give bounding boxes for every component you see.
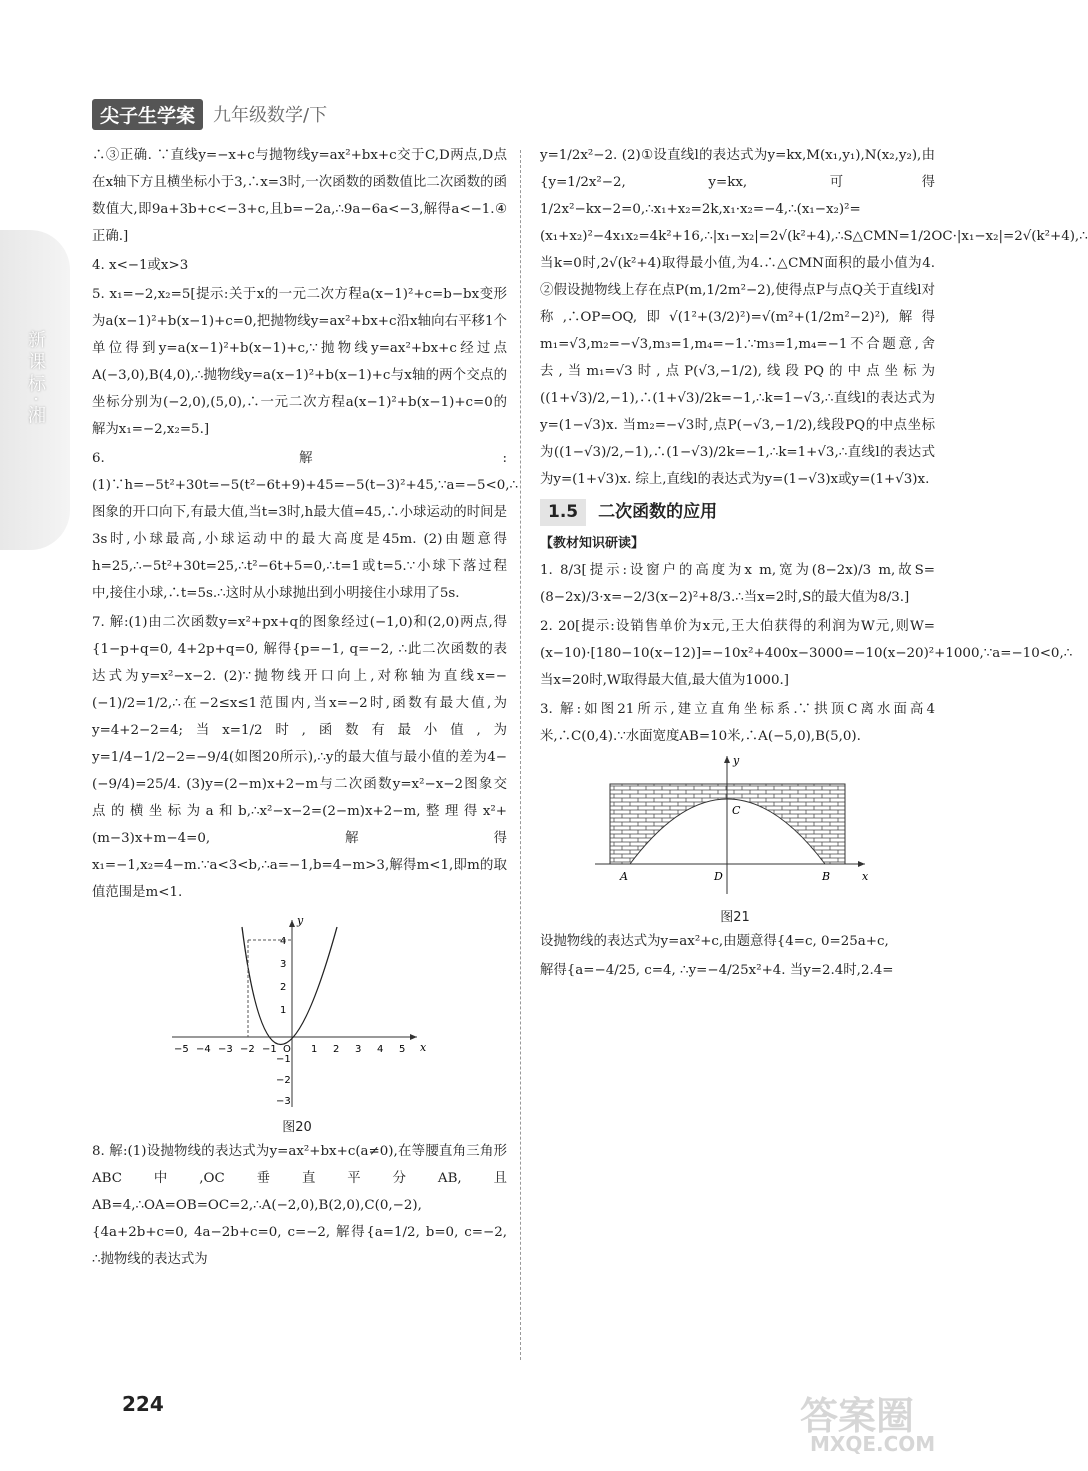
watermark-url: MXQE.COM bbox=[810, 1432, 936, 1456]
x-tick: −3 bbox=[218, 1044, 233, 1055]
y-tick: 2 bbox=[280, 982, 287, 993]
bridge-diagram bbox=[590, 754, 880, 904]
x-tick: O bbox=[283, 1044, 291, 1055]
figure-21 bbox=[590, 754, 880, 924]
figure-21-caption: 图21 bbox=[720, 910, 750, 925]
y-tick: 1 bbox=[280, 1005, 287, 1016]
answer-paragraph: 解得{a=−4/25, c=4, ∴y=−4/25x²+4. 当y=2.4时,2.4= bbox=[540, 963, 894, 978]
x-tick: 4 bbox=[377, 1044, 384, 1055]
y-axis-arrow bbox=[724, 756, 730, 763]
answer-paragraph: 6. 解:(1)∵h=−5t²+30t=−5(t²−6t+9)+45=−5(t−3)²+45,∵a=−5<0,∴图象的开口向下,有最大值,当t=3时,h最大值=45,∴小球运动的时间是3s时,小球最高,小球运动中的最大高度是45m. (2)由题意得h=25,∴−5t²+30t=25,∴t²−6t+5=0,∴t=1或t=5.∵小球下落过程中,接住小球,∴t=5s.∴这时从小球抛出到小明接住小球用了5s. bbox=[92, 451, 518, 601]
label-y: y bbox=[733, 754, 740, 767]
answer-paragraph: y=1/2x²−2. (2)①设直线l的表达式为y=kx,M(x₁,y₁),N(x₂,y₂),由{y=1/2x²−2, y=kx, 可得1/2x²−kx−2=0,∴x₁+x₂=2k,x₁·x₂=−4,∴(x₁−x₂)²=(x₁+x₂)²−4x₁x₂=4k²+16,∴|x₁−x₂|=2√(k²+4),∴S△CMN=1/2OC·|x₁−x₂|=2√(k²+4),∴当k=0时,2√(k²+4)取得最小值,为4.∴△CMN面积的最小值为4. ②假设抛物线上存在点P(m,1/2m²−2),使得点P与点Q关于直线l对称,∴OP=OQ,即√(1²+(3/2)²)=√(m²+(1/2m²−2)²),解得m₁=√3,m₂=−√3,m₃=1,m₄=−1.∵m₃=1,m₄=−1不合题意,舍去,当m₁=√3时,点P(√3,−1/2),线段PQ的中点坐标为((1+√3)/2,−1),∴(1+√3)/2k=−1,∴k=1−√3,∴直线l的表达式为y=(1−√3)x. 当m₂=−√3时,点P(−√3,−1/2),线段PQ的中点坐标为((1−√3)/2,−1),∴(1−√3)/2k=−1,∴k=1+√3,∴直线l的表达式为y=(1+√3)x. 综上,直线l的表达式为y=(1−√3)x或y=(1+√3)x. bbox=[540, 148, 1088, 487]
section-number: 1.5 bbox=[540, 499, 586, 526]
figure-20-caption: 图20 bbox=[282, 1120, 312, 1135]
watermark-logo: 答案圈 bbox=[800, 1394, 915, 1438]
y-tick: −1 bbox=[276, 1054, 291, 1065]
y-axis-arrow bbox=[289, 920, 295, 927]
answer-paragraph: ∴③正确. ∵直线y=−x+c与抛物线y=ax²+bx+c交于C,D两点,D点在x轴下方且横坐标小于3,∴x=3时,一次函数的函数值比二次函数的函数值大,即9a+3b+c<−3+c,且b=−2a,∴9a−6a<−3,解得a<−1.④正确.] bbox=[92, 148, 507, 244]
x-axis-arrow bbox=[410, 1034, 417, 1040]
answer-paragraph: 5. x₁=−2,x₂=5[提示:关于x的一元二次方程a(x−1)²+c=b−bx变形为a(x−1)²+b(x−1)+c=0,把抛物线y=ax²+bx+c沿x轴向右平移1个单位得到y=a(x−1)²+b(x−1)+c,∵抛物线y=ax²+bx+c经过点A(−3,0),B(4,0),∴抛物线y=a(x−1)²+b(x−1)+c与x轴的两个交点的坐标分别为(−2,0),(5,0),∴一元二次方程a(x−1)²+b(x−1)+c=0的解为x₁=−2,x₂=5.] bbox=[92, 287, 507, 437]
parabola-graph bbox=[162, 912, 432, 1112]
y-tick-labels bbox=[276, 936, 291, 1107]
x-axis-arrow bbox=[858, 861, 865, 867]
answer-paragraph: 7. 解:(1)由二次函数y=x²+px+q的图象经过(−1,0)和(2,0)两点,得{1−p+q=0, 4+2p+q=0, 解得{p=−1, q=−2, ∴此二次函数的表达式为y=x²−x−2. (2)∵抛物线开口向上,对称轴为直线x=−(−1)/2=1/2,∴在−2≤x≤1范围内,当x=−2时,函数有最大值,为y=4+2−2=4;当x=1/2时,函数有最小值,为y=1/4−1/2−2=−9/4(如图20所示),∴y的最大值与最小值的差为4−(−9/4)=25/4. (3)y=(2−m)x+2−m与二次函数y=x²−x−2图象交点的横坐标为a和b,∴x²−x−2=(2−m)x+2−m,整理得x²+(m−3)x+m−4=0,解得x₁=−1,x₂=4−m.∵a<3<b,∴a=−1,b=4−m>3,解得m<1,即m的取值范围是m<1. bbox=[92, 615, 507, 900]
y-label: y bbox=[297, 914, 304, 927]
brand-logo: 尖子生学案 bbox=[92, 99, 203, 130]
y-tick: −3 bbox=[276, 1096, 291, 1107]
label-d: D bbox=[714, 870, 723, 883]
y-tick: 3 bbox=[280, 959, 287, 970]
label-x: x bbox=[862, 870, 869, 883]
parabola-curve bbox=[242, 927, 337, 1045]
x-label: x bbox=[420, 1041, 427, 1054]
left-column bbox=[92, 142, 518, 1357]
figure-20 bbox=[162, 912, 432, 1135]
page-number: 224 bbox=[122, 1392, 164, 1416]
answer-paragraph: 4. x<−1或x>3 bbox=[92, 258, 189, 273]
section-title: 二次函数的应用 bbox=[598, 502, 718, 522]
x-tick: −5 bbox=[174, 1044, 189, 1055]
x-tick: 3 bbox=[355, 1044, 362, 1055]
y-tick: 4 bbox=[280, 936, 287, 947]
x-tick: −4 bbox=[196, 1044, 211, 1055]
x-tick: 1 bbox=[311, 1044, 318, 1055]
answer-paragraph: 2. 20[提示:设销售单价为x元,王大伯获得的利润为W元,则W=(x−10)·[180−10(x−12)]=−10x²+400x−3000=−10(x−20)²+1000,∵a=−10<0,∴当x=20时,W取得最大值,最大值为1000.] bbox=[540, 619, 1073, 688]
x-tick: 5 bbox=[399, 1044, 406, 1055]
x-tick: −1 bbox=[262, 1044, 277, 1055]
column-divider bbox=[520, 150, 521, 1360]
section-heading bbox=[540, 499, 935, 526]
answer-paragraph: 设抛物线的表达式为y=ax²+c,由题意得{4=c, 0=25a+c, bbox=[540, 934, 889, 949]
header-brand bbox=[92, 100, 327, 128]
right-column bbox=[540, 142, 1088, 1402]
side-tab-label: 新课标·湘 bbox=[25, 330, 46, 428]
label-c: C bbox=[732, 804, 741, 817]
section-tag: 【教材知识研读】 bbox=[540, 536, 645, 551]
y-tick: −2 bbox=[276, 1075, 291, 1086]
answer-paragraph: 8. 解:(1)设抛物线的表达式为y=ax²+bx+c(a≠0),在等腰直角三角形ABC中,OC垂直平分AB,且AB=4,∴OA=OB=OC=2,∴A(−2,0),B(2,0),C(0,−2),{4a+2b+c=0, 4a−2b+c=0, c=−2, 解得{a=1/2, b=0, c=−2, ∴抛物线的表达式为 bbox=[92, 1144, 507, 1267]
label-a: A bbox=[620, 870, 628, 883]
brand-subtitle: 九年级数学/下 bbox=[213, 105, 328, 126]
x-tick: −2 bbox=[240, 1044, 255, 1055]
x-tick: 2 bbox=[333, 1044, 340, 1055]
answer-paragraph: 1. 8/3[提示:设窗户的高度为x m,宽为(8−2x)/3 m,故S=(8−2x)/3·x=−2/3(x−2)²+8/3.∴当x=2时,S的最大值为8/3.] bbox=[540, 563, 935, 605]
answer-paragraph: 3. 解:如图21所示,建立直角坐标系.∵拱顶C离水面高4米,∴C(0,4).∵水面宽度AB=10米,∴A(−5,0),B(5,0). bbox=[540, 702, 935, 744]
label-b: B bbox=[822, 870, 831, 883]
